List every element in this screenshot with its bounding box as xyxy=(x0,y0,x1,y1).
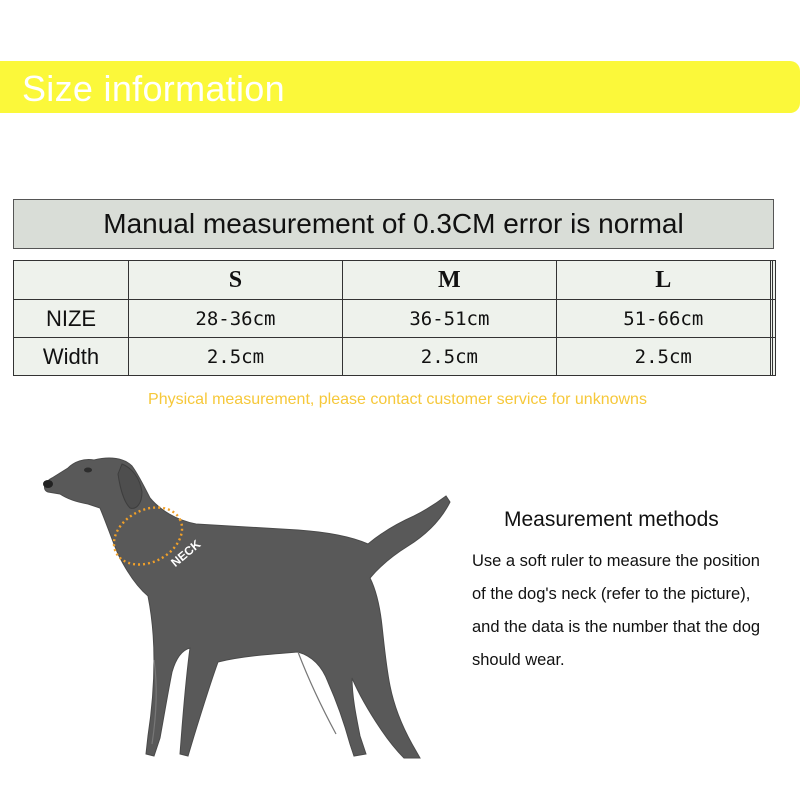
methods-line: should wear. xyxy=(472,651,565,669)
methods-line: of the dog's neck (refer to the picture), xyxy=(472,585,751,603)
row-label-width: Width xyxy=(14,338,129,376)
size-header-l: L xyxy=(556,261,770,300)
table-cell xyxy=(773,300,776,338)
neck-label: NECK xyxy=(168,537,204,570)
table-cell: 2.5cm xyxy=(129,338,343,376)
methods-body xyxy=(472,545,797,677)
size-header-empty xyxy=(773,261,776,300)
table-cell: 36-51cm xyxy=(342,300,556,338)
methods-line: Use a soft ruler to measure the position xyxy=(472,552,760,570)
size-header-m: M xyxy=(342,261,556,300)
methods-title: Measurement methods xyxy=(504,508,719,531)
methods-line: and the data is the number that the dog xyxy=(472,618,761,636)
row-label-neck: NIZE xyxy=(14,300,129,338)
error-notice: Manual measurement of 0.3CM error is normal xyxy=(13,199,774,249)
table-corner-cell xyxy=(14,261,129,300)
table-cell: 28-36cm xyxy=(129,300,343,338)
table-row xyxy=(14,300,776,338)
table-header-row xyxy=(14,261,776,300)
page-title: Size information xyxy=(22,68,285,109)
table-cell: 51-66cm xyxy=(556,300,770,338)
size-table xyxy=(13,260,776,376)
size-header-s: S xyxy=(129,261,343,300)
table-cell: 2.5cm xyxy=(342,338,556,376)
table-cell xyxy=(773,338,776,376)
table-row xyxy=(14,338,776,376)
dog-silhouette-icon xyxy=(36,438,456,783)
title-banner xyxy=(0,61,800,113)
table-cell: 2.5cm xyxy=(556,338,770,376)
contact-hint: Physical measurement, please contact customer service for unknowns xyxy=(148,391,647,408)
